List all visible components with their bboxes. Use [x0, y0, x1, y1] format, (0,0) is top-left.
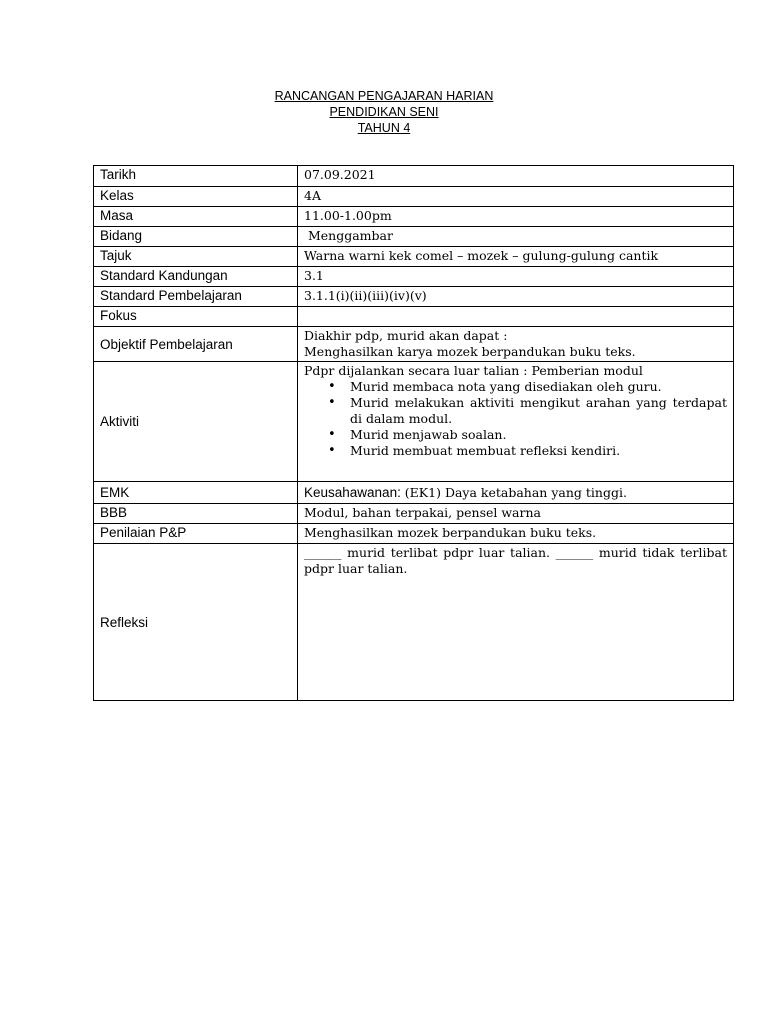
value-tajuk: Warna warni kek comel – mozek – gulung-gulung cantik [298, 247, 734, 267]
value-penilaian: Menghasilkan mozek berpandukan buku teks. [298, 524, 734, 544]
row-fokus [94, 307, 734, 327]
row-emk [94, 482, 734, 504]
value-objektif [298, 327, 734, 362]
label-refleksi: Refleksi [94, 544, 298, 701]
value-standard-pembelajaran: 3.1.1(i)(ii)(iii)(iv)(v) [298, 287, 734, 307]
value-emk [298, 482, 734, 504]
emk-prefix: Keusahawanan: [304, 485, 401, 500]
doc-title: RANCANGAN PENGAJARAN HARIAN [274, 89, 494, 103]
list-item: • Murid melakukan aktiviti mengikut arahan yang terdapat di dalam modul. [350, 395, 727, 427]
aktiviti-list [304, 379, 727, 459]
value-aktiviti [298, 362, 734, 482]
value-standard-kandungan: 3.1 [298, 267, 734, 287]
label-aktiviti: Aktiviti [94, 362, 298, 482]
objektif-line-2: Menghasilkan karya mozek berpandukan buku teks. [304, 344, 636, 359]
value-bidang: Menggambar [298, 227, 734, 247]
label-tajuk: Tajuk [94, 247, 298, 267]
value-tarikh: 07.09.2021 [298, 166, 734, 187]
objektif-line-1: Diakhir pdp, murid akan dapat : [304, 328, 508, 343]
label-penilaian: Penilaian P&P [94, 524, 298, 544]
label-bbb: BBB [94, 504, 298, 524]
row-masa [94, 207, 734, 227]
label-standard-kandungan: Standard Kandungan [94, 267, 298, 287]
value-bbb: Modul, bahan terpakai, pensel warna [298, 504, 734, 524]
row-standard-kandungan [94, 267, 734, 287]
value-fokus [298, 307, 734, 327]
document-header [0, 88, 768, 136]
row-tarikh [94, 166, 734, 187]
row-tajuk [94, 247, 734, 267]
lesson-plan-table [93, 165, 734, 701]
label-kelas: Kelas [94, 187, 298, 207]
label-masa: Masa [94, 207, 298, 227]
row-bidang [94, 227, 734, 247]
label-objektif: Objektif Pembelajaran [94, 327, 298, 362]
value-kelas: 4A [298, 187, 734, 207]
row-bbb [94, 504, 734, 524]
value-masa: 11.00-1.00pm [298, 207, 734, 227]
label-fokus: Fokus [94, 307, 298, 327]
label-emk: EMK [94, 482, 298, 504]
label-bidang: Bidang [94, 227, 298, 247]
row-penilaian [94, 524, 734, 544]
label-standard-pembelajaran: Standard Pembelajaran [94, 287, 298, 307]
aktiviti-intro: Pdpr dijalankan secara luar talian : Pemberian modul [304, 363, 643, 378]
row-refleksi [94, 544, 734, 701]
list-item: • Murid menjawab soalan. [350, 427, 727, 443]
row-objektif [94, 327, 734, 362]
emk-value: (EK1) Daya ketabahan yang tinggi. [400, 485, 627, 500]
row-standard-pembelajaran [94, 287, 734, 307]
list-item: • Murid membaca nota yang disediakan oleh guru. [350, 379, 727, 395]
label-tarikh: Tarikh [94, 166, 298, 187]
row-aktiviti [94, 362, 734, 482]
row-kelas [94, 187, 734, 207]
value-refleksi: ______ murid terlibat pdpr luar talian. ______ murid tidak terlibat pdpr luar talian. [298, 544, 734, 701]
doc-subject: PENDIDIKAN SENI [329, 105, 439, 119]
doc-year: TAHUN 4 [357, 121, 411, 135]
list-item: • Murid membuat membuat refleksi kendiri. [350, 443, 727, 459]
